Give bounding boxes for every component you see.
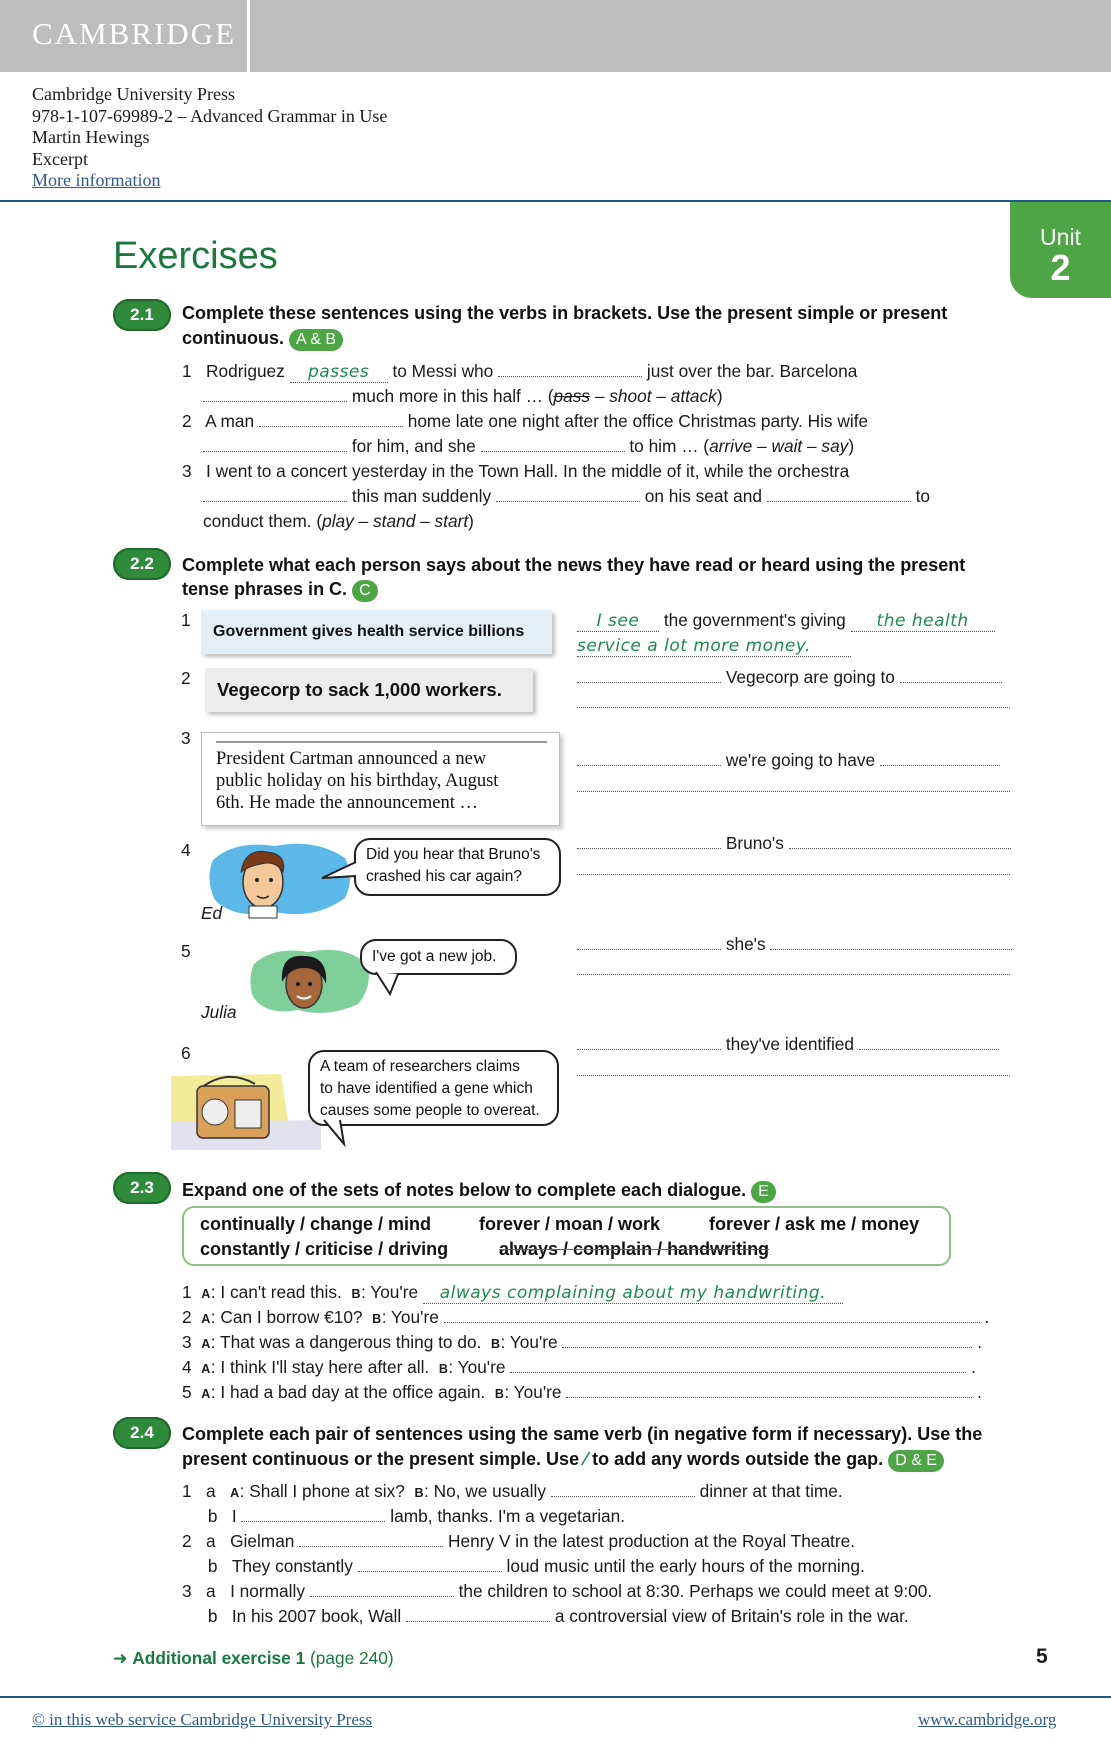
article-rule [216,741,547,743]
note-option: constantly / criticise / driving [200,1239,449,1259]
ex21-item-1-line2: much more in this half … (pass – shoot – attack) [203,386,723,407]
newspaper-headline: Government gives health service billions [201,610,552,654]
ex24-item-2b: b They constantly loud music until the early hours of the morning. [207,1556,865,1576]
isbn-title: 978-1-107-69989-2 – Advanced Grammar in Use [32,105,388,126]
answer-field[interactable] [481,438,625,452]
ex22-item-6-number: 6 [181,1043,191,1063]
answer-field[interactable] [577,692,1010,708]
answer-field[interactable] [562,1334,972,1348]
answer-field[interactable] [498,363,642,377]
bubble-tail [372,970,412,998]
ex24-item-3b: b In his 2007 book, Wall a controversial view of Britain's role in the war. [207,1606,909,1626]
answer-field[interactable] [358,1558,502,1572]
copyright-link[interactable]: © in this web service Cambridge University Press [32,1710,373,1729]
website-link[interactable]: www.cambridge.org [918,1710,1057,1729]
exercise-badge-2-3: 2.3 [113,1172,171,1204]
header-rule [0,200,1111,202]
speech-bubble: I've got a new job. [360,939,517,975]
ex23-item-5: 5 A: I had a bad day at the office again. B: You're . [182,1382,982,1402]
ex21-instruction-line2 [182,328,343,351]
ex24-reference-badge: D & E [888,1450,944,1472]
answer-field[interactable] [577,1036,721,1050]
ex22-item-4-line1: Bruno's [577,833,1011,854]
answer-field[interactable] [259,413,403,427]
note-option-used: always / complain / handwriting [499,1239,770,1259]
ex21-item-3-line2: this man suddenly on his seat and to [203,486,930,507]
ex23-reference-badge: E [751,1181,776,1203]
ex23-item-2: 2 A: Can I borrow €10? B: You're . [182,1307,990,1327]
answer-field[interactable] [900,669,1002,683]
speech-bubble: Did you hear that Bruno's crashed his car again? [354,838,561,896]
note-option: forever / ask me / money [709,1214,920,1234]
unit-number: 2 [1050,247,1071,288]
more-information-link[interactable]: More information [32,170,161,190]
answer-field[interactable] [880,752,1000,766]
radio-illustration-icon [171,1070,321,1150]
answer-field[interactable] [859,1036,999,1050]
ex21-item-2-line2: for him, and she to him … (arrive – wait – say) [203,436,854,457]
ex22-item-4-number: 4 [181,840,191,860]
ex23-item-3: 3 A: That was a dangerous thing to do. B: You're . [182,1332,983,1352]
arrow-right-icon: ➜ [113,1648,128,1668]
speaker-name: Julia [201,1002,237,1022]
answer-field[interactable] [577,835,721,849]
ex23-item-1: 1 A: I can't read this. B: You're always complaining about my handwriting. [182,1282,843,1304]
exercise-badge-2-4: 2.4 [113,1417,171,1449]
additional-exercise-link[interactable]: ➜ Additional exercise 1 (page 240) [113,1648,394,1668]
author: Martin Hewings [32,127,150,147]
ex24-instruction-line2: present continuous or the present simple. Use ⁄ to add any words outside the gap. D & E [182,1449,944,1472]
ex22-item-1-line1: I see the government's giving the health [577,610,995,632]
ex24-instruction-line1: Complete each pair of sentences using the same verb (in negative form if necessary). Use the [182,1424,983,1444]
answer-field[interactable] [577,1060,1010,1076]
answer-field[interactable] [770,936,1012,950]
cambridge-logo: CAMBRIDGE [32,16,237,51]
answer-field[interactable] [566,1384,972,1398]
ex22-instruction-line2: tense phrases in C. C [182,579,378,602]
ex22-instruction-line1: Complete what each person says about the news they have read or heard using the present [182,555,966,575]
answer-field[interactable] [767,488,911,502]
note-option: continually / change / mind [200,1214,432,1234]
excerpt-label: Excerpt [32,148,88,169]
answer-field[interactable] [406,1608,550,1622]
header-divider [247,0,250,72]
bubble-tail [310,1118,350,1148]
ex22-item-3-line1: we're going to have [577,750,1000,771]
ex22-item-2-number: 2 [181,668,191,688]
answer-field[interactable] [577,936,721,950]
answer-field[interactable] [310,1583,454,1597]
ex22-item-2-line1: Vegecorp are going to [577,667,1002,688]
footer-rule [0,1696,1111,1698]
answer-field[interactable] [299,1533,443,1547]
ex22-item-5-line1: she's [577,934,1012,955]
ex22-item-1-line2 [577,635,851,657]
ex24-item-2a: 2 a Gielman Henry V in the latest production at the Royal Theatre. [182,1531,856,1551]
answer-field[interactable] [241,1508,385,1522]
caret-icon: ⁄ [584,1449,588,1469]
ex21-instruction-line1: Complete these sentences using the verbs in brackets. Use the present simple or present [182,303,948,323]
speech-bubble: A team of researchers claims to have identified a gene which causes some people to overeat. [308,1050,559,1126]
ex23-instruction: Expand one of the sets of notes below to complete each dialogue. E [182,1180,776,1203]
answer-field[interactable] [496,488,640,502]
answer-field[interactable] [577,776,1010,792]
answer-field[interactable] [789,835,1011,849]
ex22-item-1-number: 1 [181,610,191,630]
ex23-item-4: 4 A: I think I'll stay here after all. B: You're . [182,1357,976,1377]
ex21-reference-badge: A & B [289,329,343,351]
ex24-item-3a: 3 a I normally the children to school at 8:30. Perhaps we could meet at 9:00. [182,1581,933,1601]
news-article: President Cartman announced a new public holiday on his birthday, August 6th. He made the announcement … [201,732,560,826]
answer-field[interactable]: I see [577,610,659,632]
publication-info [32,84,387,192]
exercise-badge-2-2: 2.2 [113,548,171,580]
speaker-name: Ed [201,903,223,923]
page-number: 5 [1036,1645,1048,1668]
unit-label: Unit [1040,224,1081,250]
ex22-item-6-line1: they've identified [577,1034,999,1055]
ex21-item-3-line1: 3 I went to a concert yesterday in the Town Hall. In the middle of it, while the orchestra [182,461,850,481]
header-bar [0,0,1111,72]
ex22-item-3-number: 3 [181,728,191,748]
answer-field[interactable] [577,669,721,683]
newspaper-headline: Vegecorp to sack 1,000 workers. [205,668,533,712]
answer-field[interactable] [203,488,347,502]
ex24-item-1b: b I lamb, thanks. I'm a vegetarian. [207,1506,626,1526]
answer-field[interactable] [203,388,347,402]
ex21-item-2-line1: 2 A man home late one night after the office Christmas party. His wife [182,411,869,431]
answer-field[interactable] [510,1359,966,1373]
answer-field[interactable] [203,438,347,452]
ex22-reference-badge: C [352,580,378,602]
note-option: forever / moan / work [479,1214,661,1234]
unit-tab [1010,202,1111,298]
ex21-instruction-text: continuous. [182,328,284,348]
answer-field[interactable] [444,1309,980,1323]
answer-field[interactable] [551,1483,695,1497]
ex21-item-3-line3: conduct them. (play – stand – start) [203,511,474,531]
answer-field[interactable]: passes [290,361,388,383]
page-title: Exercises [113,235,278,277]
julia-illustration-icon [248,944,372,1016]
answer-field[interactable]: always complaining about my handwriting. [423,1282,843,1304]
answer-field[interactable]: service a lot more money. [577,635,851,657]
answer-field[interactable] [577,752,721,766]
bubble-tail [320,858,360,884]
answer-field[interactable]: the health [851,610,995,632]
ex22-item-5-number: 5 [181,941,191,961]
exercise-badge-2-1: 2.1 [113,299,171,331]
ex21-item-1-line1: 1 Rodriguez passes to Messi who just over the bar. Barcelona [182,361,858,382]
ex24-item-1a: 1 a A: Shall I phone at six? B: No, we usually dinner at that time. [182,1481,843,1501]
publisher: Cambridge University Press [32,84,235,104]
answer-field[interactable] [577,859,1010,875]
answer-field[interactable] [577,959,1010,975]
